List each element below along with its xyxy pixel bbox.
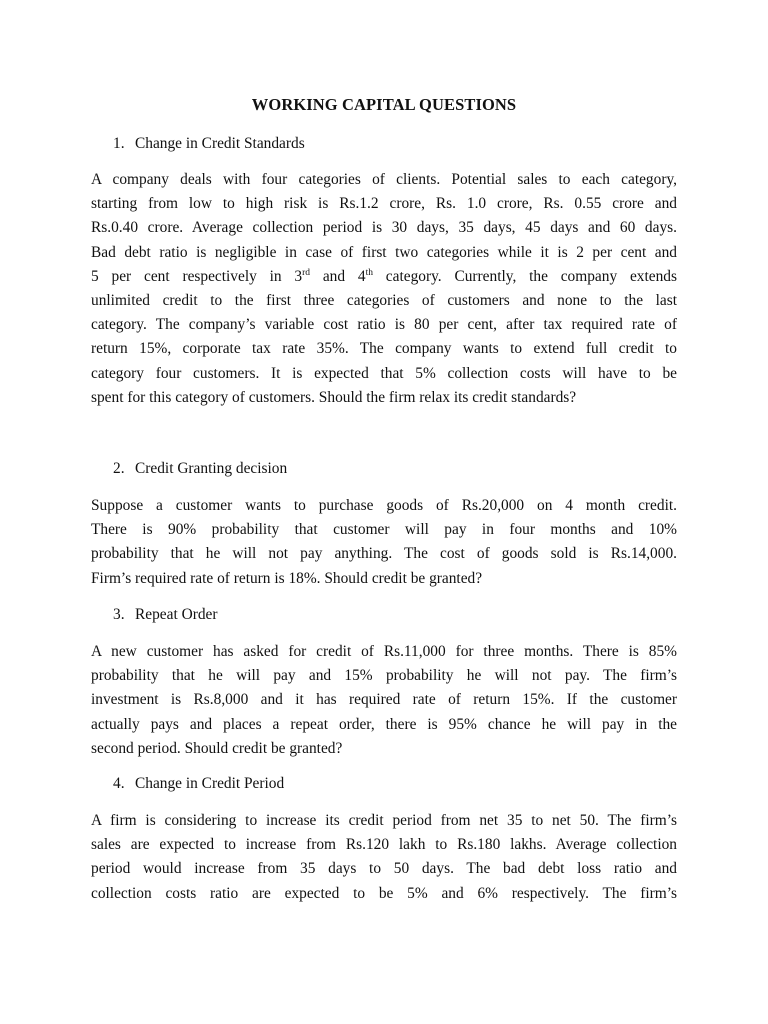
paragraph-line: period would increase from 35 days to 50 days. The bad debt loss ratio and: [91, 860, 677, 878]
section-heading-2: [113, 457, 287, 481]
superscript-th: th: [365, 267, 373, 278]
section-heading-text: Change in Credit Period: [135, 775, 285, 792]
paragraph-line: investment is Rs.8,000 and it has required rate of return 15%. If the customer: [91, 691, 677, 709]
paragraph-line: second period. Should credit be granted?: [91, 739, 343, 757]
section-number: 2.: [113, 460, 125, 477]
section-heading-4: [113, 772, 284, 796]
paragraph-line: Bad debt ratio is negligible in case of first two categories while it is 2 per cent and: [91, 243, 677, 261]
paragraph-line: Suppose a customer wants to purchase goods of Rs.20,000 on 4 month credit.: [91, 497, 677, 514]
paragraph-line: Rs.0.40 crore. Average collection period is 30 days, 35 days, 45 days and 60 days.: [91, 219, 677, 237]
paragraph-line: spent for this category of customers. Should the firm relax its credit standards?: [91, 388, 577, 406]
section-paragraph-4: [91, 809, 677, 906]
paragraph-line: There is 90% probability that customer will pay in four months and 10%: [91, 521, 677, 539]
section-heading-text: Repeat Order: [135, 606, 218, 623]
paragraph-line: return 15%, corporate tax rate 35%. The company wants to extend full credit to: [91, 340, 677, 358]
section-number: 4.: [113, 775, 125, 792]
paragraph-line: probability that he will not pay anything. The cost of goods sold is Rs.14,000.: [91, 545, 677, 563]
section-heading-3: [113, 603, 217, 627]
text-fragment: and 4: [310, 267, 366, 285]
page-title: WORKING CAPITAL QUESTIONS: [251, 95, 517, 114]
section-heading-text: Change in Credit Standards: [135, 135, 305, 152]
paragraph-line: category four customers. It is expected that 5% collection costs will have to be: [91, 364, 677, 382]
paragraph-line: collection costs ratio are expected to be 5% and 6% respectively. The firm’s: [91, 884, 677, 902]
section-paragraph-1: [91, 168, 677, 410]
section-heading-text: Credit Granting decision: [135, 460, 288, 477]
paragraph-line: A company deals with four categories of clients. Potential sales to each category,: [91, 171, 677, 188]
paragraph-line: unlimited credit to the first three categories of customers and none to the last: [91, 291, 677, 309]
paragraph-line: category. The company’s variable cost ratio is 80 per cent, after tax required rate of: [91, 316, 677, 334]
paragraph-line: A new customer has asked for credit of Rs.11,000 for three months. There is 85%: [91, 643, 677, 660]
section-number: 3.: [113, 606, 125, 623]
section-paragraph-3: [91, 640, 677, 761]
paragraph-line: sales are expected to increase from Rs.120 lakh to Rs.180 lakhs. Average collection: [91, 836, 677, 854]
paragraph-line-with-superscripts: [91, 265, 677, 289]
section-number: 1.: [113, 135, 125, 152]
paragraph-line: probability that he will pay and 15% probability he will not pay. The firm’s: [91, 667, 677, 685]
superscript-rd: rd: [302, 267, 311, 278]
text-fragment: category. Currently, the company extends: [372, 267, 677, 285]
section-paragraph-2: [91, 494, 677, 591]
paragraph-line: starting from low to high risk is Rs.1.2 crore, Rs. 1.0 crore, Rs. 0.55 crore and: [91, 195, 677, 213]
text-fragment: 5 per cent respectively in 3: [91, 267, 303, 285]
section-heading-1: [113, 132, 305, 156]
paragraph-line: actually pays and places a repeat order, there is 95% chance he will pay in the: [91, 715, 677, 733]
paragraph-line: A firm is considering to increase its credit period from net 35 to net 50. The firm’s: [91, 812, 677, 829]
paragraph-line: Firm’s required rate of return is 18%. Should credit be granted?: [91, 569, 483, 587]
